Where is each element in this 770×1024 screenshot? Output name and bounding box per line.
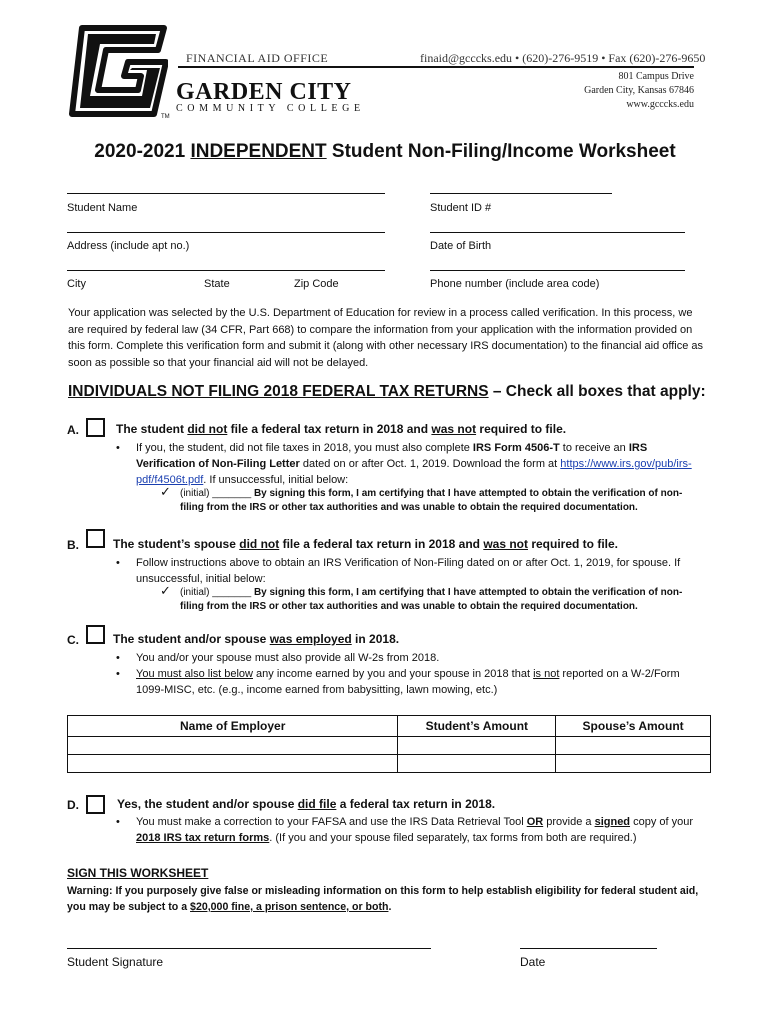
initial-blank[interactable]: (initial) _______	[180, 587, 254, 598]
page-title	[0, 141, 770, 163]
option-b-checkbox[interactable]	[86, 529, 105, 548]
college-logo	[68, 24, 168, 118]
warning-text: Warning: If you purposely give false or misleading information on this form to help establish eligibility for federal student aid, you may be subject to a $20,000 fine, a prison sentence, or both.	[67, 885, 699, 913]
bullet-icon: •	[116, 442, 120, 454]
contact-info: finaid@gcccks.edu • (620)-276-9519 • Fax (620)-276-9650	[420, 51, 706, 65]
option-b-certification: ✓ (initial) _______ By signing this form, I am certifying that I have attempted to obtain the verification of non-filing from the IRS or other tax authorities and was unable to obtain the required documentation.	[160, 583, 683, 612]
header-spouse-amount: Spouse’s Amount	[556, 716, 711, 737]
option-c-letter: C.	[67, 633, 79, 647]
bullet-icon: •	[116, 557, 120, 569]
option-b-letter: B.	[67, 538, 79, 552]
city-state-zip-line[interactable]	[67, 270, 385, 271]
office-name: FINANCIAL AID OFFICE	[186, 51, 329, 65]
student-id-label: Student ID #	[430, 202, 492, 214]
option-d-bullet: • You must make a correction to your FAFSA and use the IRS Data Retrieval Tool OR provide a signed copy of your 2018 IRS tax return forms. (If you and your spouse filed separately, tax forms from both are required.)	[116, 816, 694, 844]
section-heading-suffix: – Check all boxes that apply:	[488, 383, 706, 400]
title-prefix: 2020-2021	[94, 141, 191, 162]
student-name-line[interactable]	[67, 193, 385, 194]
section-heading-text: INDIVIDUALS NOT FILING 2018 FEDERAL TAX RETURNS	[68, 383, 489, 400]
title-emphasis: INDEPENDENT	[190, 141, 327, 162]
section-heading	[68, 383, 706, 401]
college-subtitle: COMMUNITY COLLEGE	[176, 103, 365, 114]
header-student-amount: Student’s Amount	[398, 716, 556, 737]
address-line: Garden City, Kansas 67846	[584, 85, 694, 96]
header-employer: Name of Employer	[68, 716, 398, 737]
table-row	[68, 737, 711, 755]
state-label: State	[204, 278, 230, 290]
zip-label: Zip Code	[294, 278, 339, 290]
option-a-certification: ✓ (initial) _______ By signing this form, I am certifying that I have attempted to obtain the verification of non-filing from the IRS or other tax authorities and was unable to obtain the required documentation.	[160, 484, 683, 513]
dob-label: Date of Birth	[430, 240, 492, 252]
option-d-checkbox[interactable]	[86, 795, 105, 814]
bullet-icon: •	[116, 668, 120, 680]
phone-label: Phone number (include area code)	[430, 278, 600, 290]
spouse-amount-cell[interactable]	[556, 755, 711, 773]
bullet-icon: •	[116, 652, 120, 664]
option-c-bullet-2: • You must also list below any income earned by you and your spouse in 2018 that is not reported on a W-2/Form 1099-MISC, etc. (e.g., income earned from babysitting, lawn mowing, etc.)	[116, 668, 680, 696]
title-suffix: Student Non-Filing/Income Worksheet	[326, 141, 676, 162]
student-id-line[interactable]	[430, 193, 612, 194]
signature-line[interactable]	[67, 948, 431, 949]
sign-heading: SIGN THIS WORKSHEET	[67, 866, 209, 880]
city-label: City	[67, 278, 86, 290]
phone-line[interactable]	[430, 270, 685, 271]
header-rule	[178, 66, 694, 68]
option-c-checkbox[interactable]	[86, 625, 105, 644]
employer-table	[67, 715, 711, 773]
option-c-bullet-1: • You and/or your spouse must also provide all W-2s from 2018.	[116, 652, 440, 664]
table-header-row	[68, 716, 711, 737]
date-label: Date	[520, 955, 546, 969]
irs-form-link[interactable]: https://www.irs.gov/pub/irs-pdf/f4506t.pdf	[136, 458, 692, 486]
address-line-field[interactable]	[67, 232, 385, 233]
intro-paragraph: Your application was selected by the U.S. Department of Education for review in a process called verification. In this process, we are required by federal law (34 CFR, Part 668) to compare the information from your application with the information provided on this form. Complete this verification form and submit it (along with other necessary IRS documentation) to the financial aid office as soon as possible so that your financial aid will not be delayed.	[68, 307, 704, 369]
student-name-label: Student Name	[67, 202, 138, 214]
college-address	[584, 70, 694, 112]
option-d-heading: Yes, the student and/or spouse did file a federal tax return in 2018.	[117, 797, 496, 811]
address-line: 801 Campus Drive	[618, 71, 694, 82]
signature-label: Student Signature	[67, 955, 164, 969]
address-label: Address (include apt no.)	[67, 240, 190, 252]
initial-blank[interactable]: (initial) _______	[180, 488, 254, 499]
date-line[interactable]	[520, 948, 657, 949]
college-name: GARDEN CITY	[176, 79, 352, 105]
employer-cell[interactable]	[68, 737, 398, 755]
option-d-letter: D.	[67, 798, 79, 812]
dob-line[interactable]	[430, 232, 685, 233]
option-b-bullet: • Follow instructions above to obtain an IRS Verification of Non-Filing dated on or after Oct. 1, 2019, for spouse. If unsuccessful, initial below:	[116, 557, 681, 585]
employer-cell[interactable]	[68, 755, 398, 773]
option-a-checkbox[interactable]	[86, 418, 105, 437]
option-c-heading: The student and/or spouse was employed in 2018.	[113, 632, 400, 646]
table-row	[68, 755, 711, 773]
option-b-heading: The student’s spouse did not file a federal tax return in 2018 and was not required to file.	[113, 537, 618, 551]
bullet-icon: •	[116, 816, 120, 828]
check-icon: ✓	[160, 583, 171, 598]
check-icon: ✓	[160, 484, 171, 499]
student-amount-cell[interactable]	[398, 737, 556, 755]
option-a-heading: The student did not file a federal tax return in 2018 and was not required to file.	[116, 422, 567, 436]
option-a-letter: A.	[67, 423, 79, 437]
option-a-bullet: • If you, the student, did not file taxes in 2018, you must also complete IRS Form 4506-T to receive an IRS Verification of Non-Filing Letter dated on or after Oct. 1, 2019. Download the form at https://www.irs.gov/pub/irs-pdf/f4506t.pdf. If unsuccessful, initial below:	[116, 442, 692, 486]
trademark: TM	[161, 114, 170, 120]
spouse-amount-cell[interactable]	[556, 737, 711, 755]
student-amount-cell[interactable]	[398, 755, 556, 773]
address-line: www.gcccks.edu	[626, 99, 694, 110]
